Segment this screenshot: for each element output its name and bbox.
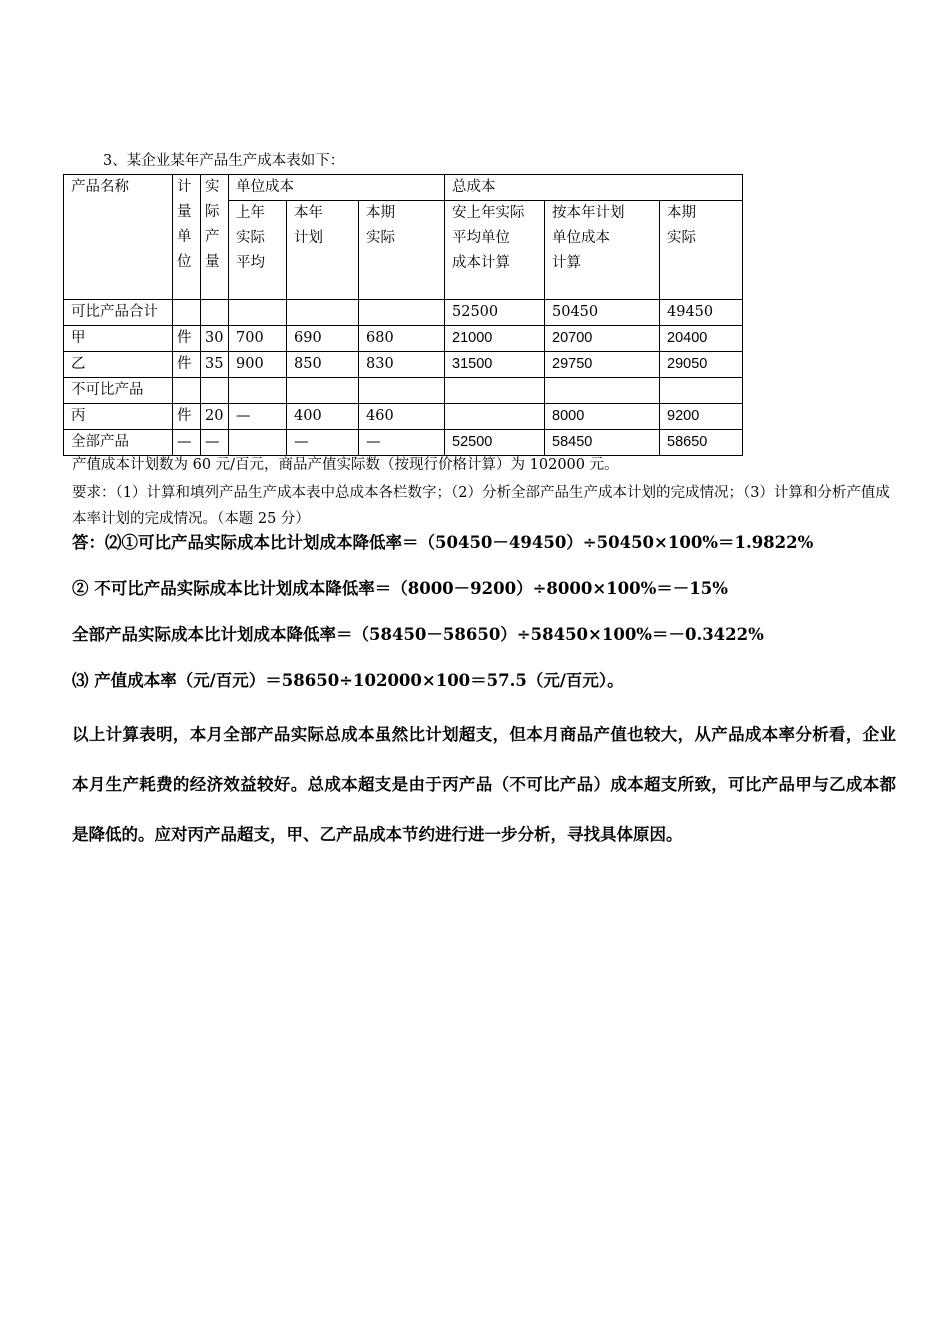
cell-unit-plan: 400	[287, 404, 359, 430]
table-row	[64, 326, 743, 352]
answer-line-4: ⑶ 产值成本率（元/百元）＝58650÷102000×100＝57.5（元/百元）。	[72, 671, 624, 690]
cell-name: 乙	[64, 352, 173, 378]
subheader-last-year-avg: 上年 实际 平均	[229, 201, 287, 300]
requirement-text: 要求：（1）计算和填列产品生产成本表中总成本各栏数字；（2）分析全部产品生产成本计划的完成情况；（3）计算和分析产值成本率计划的完成情况。（本题 25 分）	[72, 485, 890, 527]
cell-name: 全部产品	[64, 430, 173, 456]
cell-name: 甲	[64, 326, 173, 352]
cell-total-plan: 29750	[545, 352, 660, 378]
cell-unit: —	[173, 430, 201, 456]
cell-unit-plan: —	[287, 430, 359, 456]
cell-qty	[201, 378, 229, 404]
cell-qty: —	[201, 430, 229, 456]
cell-total-last: 31500	[445, 352, 545, 378]
cell-unit-actual: 680	[359, 326, 445, 352]
cell-qty: 35	[201, 352, 229, 378]
cell-name: 可比产品合计	[64, 300, 173, 326]
cell-unit: 件	[173, 326, 201, 352]
cost-table	[63, 174, 743, 456]
cell-name: 丙	[64, 404, 173, 430]
subheader-actual: 本期 实际	[359, 201, 445, 300]
subheader-total-plan: 按本年计划 单位成本 计算	[545, 201, 660, 300]
cell-unit-last	[229, 300, 287, 326]
cell-unit-plan: 850	[287, 352, 359, 378]
cell-total-plan: 20700	[545, 326, 660, 352]
cell-total-plan: 58450	[545, 430, 660, 456]
table-row	[64, 404, 743, 430]
cell-total-actual: 29050	[660, 352, 743, 378]
header-unit-cost: 单位成本	[229, 175, 445, 201]
cell-total-last	[445, 404, 545, 430]
cell-qty: 20	[201, 404, 229, 430]
cell-unit-actual: 830	[359, 352, 445, 378]
cell-unit-actual	[359, 378, 445, 404]
cell-unit	[173, 300, 201, 326]
cell-unit-last: 900	[229, 352, 287, 378]
answer-line-2: ② 不可比产品实际成本比计划成本降低率＝（8000－9200）÷8000×100%＝－15%	[72, 579, 728, 598]
question-intro: 3、某企业某年产品生产成本表如下：	[103, 153, 345, 169]
cell-unit-plan	[287, 300, 359, 326]
table-row	[64, 430, 743, 456]
cell-total-last: 52500	[445, 430, 545, 456]
cell-total-actual	[660, 378, 743, 404]
cell-unit-actual	[359, 300, 445, 326]
table-row	[64, 300, 743, 326]
cell-total-actual: 49450	[660, 300, 743, 326]
cell-unit: 件	[173, 352, 201, 378]
header-unit: 计 量 单 位	[173, 175, 201, 300]
cell-total-plan: 50450	[545, 300, 660, 326]
cell-total-actual: 58650	[660, 430, 743, 456]
cell-total-plan	[545, 378, 660, 404]
table-row	[64, 352, 743, 378]
subheader-total-actual: 本期 实际	[660, 201, 743, 300]
cell-unit: 件	[173, 404, 201, 430]
cell-unit-last: —	[229, 404, 287, 430]
cell-total-last: 52500	[445, 300, 545, 326]
cell-unit-plan: 690	[287, 326, 359, 352]
subheader-plan: 本年 计划	[287, 201, 359, 300]
cell-unit-last: 700	[229, 326, 287, 352]
cell-total-last: 21000	[445, 326, 545, 352]
cell-unit	[173, 378, 201, 404]
table-row	[64, 378, 743, 404]
cell-unit-actual: 460	[359, 404, 445, 430]
answer-line-1: 答：⑵①可比产品实际成本比计划成本降低率＝（50450－49450）÷50450×100%＝1.9822%	[72, 533, 814, 552]
cell-unit-plan	[287, 378, 359, 404]
cell-unit-last	[229, 430, 287, 456]
subheader-total-last-year: 安上年实际 平均单位 成本计算	[445, 201, 545, 300]
answer-line-3: 全部产品实际成本比计划成本降低率＝（58450－58650）÷58450×100%＝－0.3422%	[72, 625, 764, 644]
cell-name: 不可比产品	[64, 378, 173, 404]
table-note: 产值成本计划数为 60 元/百元，商品产值实际数（按现行价格计算）为 102000 元。	[72, 457, 619, 473]
cell-qty: 30	[201, 326, 229, 352]
cell-unit-last	[229, 378, 287, 404]
cell-unit-actual: —	[359, 430, 445, 456]
cell-total-plan: 8000	[545, 404, 660, 430]
analysis-paragraph: 以上计算表明，本月全部产品实际总成本虽然比计划超支，但本月商品产值也较大，从产品成本率分析看，企业本月生产耗费的经济效益较好。总成本超支是由于丙产品（不可比产品）成本超支所致，可比产品甲与乙成本都是降低的。应对丙产品超支，甲、乙产品成本节约进行进一步分析，寻找具体原因。	[72, 725, 896, 844]
cell-total-actual: 20400	[660, 326, 743, 352]
cell-qty	[201, 300, 229, 326]
header-total-cost: 总成本	[445, 175, 743, 201]
cell-total-last	[445, 378, 545, 404]
cell-total-actual: 9200	[660, 404, 743, 430]
header-product-name: 产品名称	[64, 175, 173, 300]
header-quantity: 实 际 产 量	[201, 175, 229, 300]
